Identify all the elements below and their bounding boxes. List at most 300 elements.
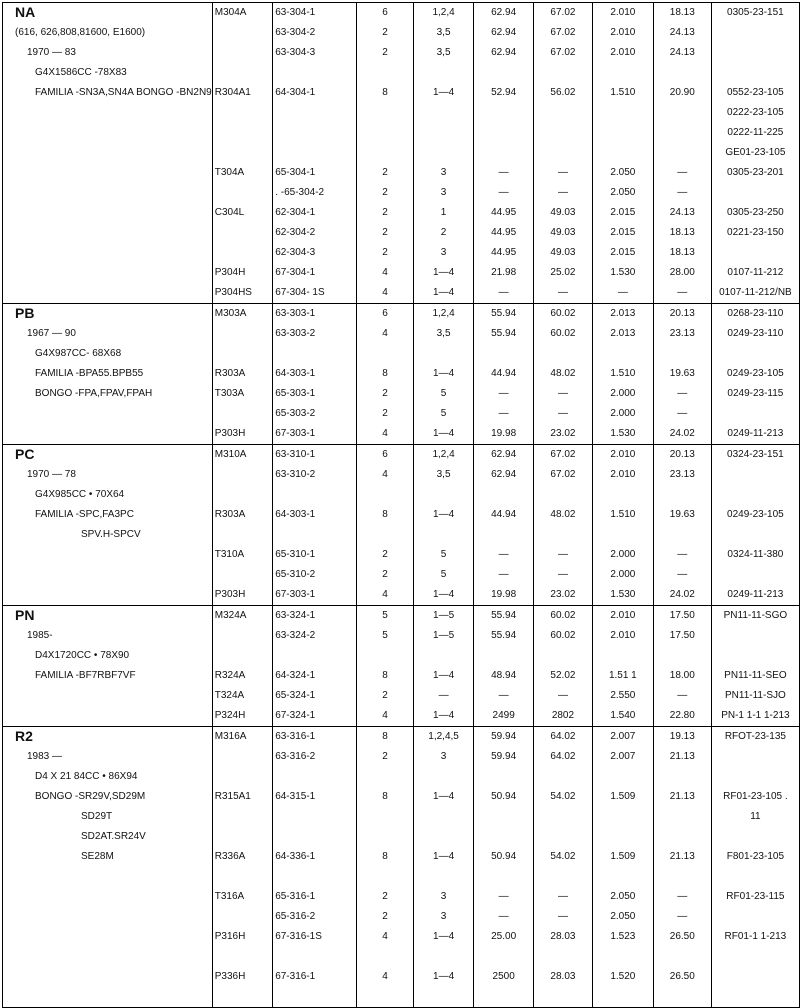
dimension-b-cell: 52.02 [534, 666, 593, 686]
dimension-b-cell: 67.02 [534, 445, 593, 466]
reference-cell: 0222-11-225 [711, 123, 799, 143]
reference-cell: 0107-11-212 [711, 263, 799, 283]
table-row [3, 123, 800, 143]
dimension-b-cell: 54.02 [534, 847, 593, 867]
table-row [3, 83, 800, 103]
dimension-b-cell: — [534, 183, 593, 203]
position-cell: 1,2,4 [413, 3, 473, 24]
quantity-cell [357, 525, 414, 545]
group-code: NA [15, 3, 36, 20]
reference-cell [711, 23, 799, 43]
reference-cell [711, 404, 799, 424]
vehicle-info-empty [3, 987, 213, 1008]
position-cell: 1—5 [413, 606, 473, 627]
thickness-cell [592, 143, 653, 163]
position-cell [413, 947, 473, 967]
width-cell: 18.13 [653, 243, 711, 263]
dimension-a-cell: 44.95 [474, 223, 534, 243]
dimension-a-cell: 62.94 [474, 43, 534, 63]
width-cell: 17.50 [653, 606, 711, 627]
position-cell [413, 867, 473, 887]
model-cell [212, 103, 272, 123]
group-code-r2 [3, 727, 213, 748]
reference-cell: 0324-11-380 [711, 545, 799, 565]
model-cell: P303H [212, 585, 272, 606]
reference-cell [711, 626, 799, 646]
dimension-a-cell: 59.94 [474, 747, 534, 767]
quantity-cell: 8 [357, 666, 414, 686]
part-number-cell: 65-303-1 [273, 384, 357, 404]
quantity-cell: 2 [357, 404, 414, 424]
dimension-a-cell: 55.94 [474, 304, 534, 325]
table-row [3, 967, 800, 987]
model-cell [212, 646, 272, 666]
reference-cell [711, 525, 799, 545]
table-row [3, 304, 800, 325]
dimension-b-cell: 25.02 [534, 263, 593, 283]
width-cell [653, 344, 711, 364]
dimension-a-cell [474, 947, 534, 967]
model-cell: R303A [212, 505, 272, 525]
vehicle-info-line [3, 666, 213, 686]
table-row [3, 364, 800, 384]
width-cell: 19.63 [653, 505, 711, 525]
quantity-cell [357, 646, 414, 666]
table-row [3, 666, 800, 686]
width-cell: 24.02 [653, 585, 711, 606]
dimension-b-cell: 67.02 [534, 23, 593, 43]
vehicle-info-empty [3, 545, 213, 565]
dimension-a-cell [474, 344, 534, 364]
thickness-cell: 2.000 [592, 565, 653, 585]
thickness-cell: 1.520 [592, 967, 653, 987]
dimension-a-cell: 44.94 [474, 505, 534, 525]
part-number-cell: 63-303-1 [273, 304, 357, 325]
quantity-cell: 2 [357, 747, 414, 767]
vehicle-info-text: FAMILIA -BF7RBF7VF [35, 670, 136, 681]
vehicle-info-empty [3, 706, 213, 727]
dimension-a-cell: 19.98 [474, 424, 534, 445]
dimension-a-cell: 2500 [474, 967, 534, 987]
table-row [3, 747, 800, 767]
table-row [3, 445, 800, 466]
position-cell [413, 807, 473, 827]
vehicle-info-line [3, 344, 213, 364]
thickness-cell [592, 485, 653, 505]
part-number-cell: 64-304-1 [273, 83, 357, 103]
model-cell: P316H [212, 927, 272, 947]
part-number-cell: 67-304- 1S [273, 283, 357, 304]
part-number-cell: 67-316-1S [273, 927, 357, 947]
model-cell [212, 404, 272, 424]
dimension-b-cell [534, 63, 593, 83]
width-cell [653, 807, 711, 827]
thickness-cell: 1.530 [592, 585, 653, 606]
dimension-a-cell [474, 987, 534, 1008]
reference-cell: 0249-23-115 [711, 384, 799, 404]
vehicle-info-empty [3, 123, 213, 143]
part-number-cell: 63-310-2 [273, 465, 357, 485]
dimension-a-cell: — [474, 163, 534, 183]
quantity-cell: 8 [357, 83, 414, 103]
position-cell: 1 [413, 203, 473, 223]
thickness-cell [592, 344, 653, 364]
vehicle-info-text: FAMILIA -SN3A,SN4A BONGO -BN2N9 [35, 87, 212, 98]
width-cell: — [653, 404, 711, 424]
reference-cell: RFOT-23-135 [711, 727, 799, 748]
quantity-cell [357, 63, 414, 83]
part-number-cell [273, 123, 357, 143]
quantity-cell [357, 867, 414, 887]
thickness-cell: 2.010 [592, 3, 653, 24]
vehicle-info-empty [3, 103, 213, 123]
reference-cell: 0324-23-151 [711, 445, 799, 466]
part-number-cell: 63-324-2 [273, 626, 357, 646]
quantity-cell [357, 767, 414, 787]
dimension-b-cell: — [534, 384, 593, 404]
reference-cell: 0249-23-110 [711, 324, 799, 344]
width-cell: — [653, 183, 711, 203]
part-number-cell [273, 827, 357, 847]
position-cell: 3 [413, 163, 473, 183]
vehicle-info-empty [3, 203, 213, 223]
dimension-b-cell [534, 344, 593, 364]
part-number-cell: 63-316-2 [273, 747, 357, 767]
quantity-cell [357, 344, 414, 364]
width-cell [653, 143, 711, 163]
thickness-cell: 2.050 [592, 887, 653, 907]
dimension-b-cell [534, 987, 593, 1008]
dimension-a-cell: 59.94 [474, 727, 534, 748]
width-cell: 26.50 [653, 927, 711, 947]
width-cell: 24.13 [653, 23, 711, 43]
position-cell: 3 [413, 747, 473, 767]
thickness-cell: 2.010 [592, 43, 653, 63]
dimension-b-cell: 23.02 [534, 585, 593, 606]
vehicle-info-line [3, 646, 213, 666]
dimension-a-cell [474, 827, 534, 847]
table-row [3, 283, 800, 304]
part-number-cell: 64-324-1 [273, 666, 357, 686]
quantity-cell: 2 [357, 565, 414, 585]
model-cell: P336H [212, 967, 272, 987]
dimension-a-cell [474, 867, 534, 887]
table-row [3, 143, 800, 163]
table-row [3, 686, 800, 706]
dimension-b-cell: 67.02 [534, 43, 593, 63]
reference-cell: 0249-11-213 [711, 424, 799, 445]
part-number-cell: 63-304-1 [273, 3, 357, 24]
table-row [3, 606, 800, 627]
reference-cell [711, 43, 799, 63]
width-cell: 17.50 [653, 626, 711, 646]
reference-cell [711, 827, 799, 847]
vehicle-info-empty [3, 263, 213, 283]
width-cell [653, 646, 711, 666]
width-cell: — [653, 384, 711, 404]
model-cell [212, 987, 272, 1008]
model-cell: T310A [212, 545, 272, 565]
vehicle-info-text: 1985- [27, 630, 53, 641]
model-cell: R315A1 [212, 787, 272, 807]
table-row [3, 545, 800, 565]
part-number-cell: 64-315-1 [273, 787, 357, 807]
dimension-b-cell: 49.03 [534, 203, 593, 223]
part-number-cell: 63-310-1 [273, 445, 357, 466]
dimension-a-cell [474, 63, 534, 83]
part-number-cell: 65-316-2 [273, 907, 357, 927]
dimension-b-cell: 48.02 [534, 364, 593, 384]
model-cell: P304HS [212, 283, 272, 304]
position-cell: 1—4 [413, 424, 473, 445]
width-cell [653, 485, 711, 505]
position-cell: 1—4 [413, 364, 473, 384]
thickness-cell: — [592, 283, 653, 304]
table-row [3, 847, 800, 867]
quantity-cell: 2 [357, 223, 414, 243]
model-cell [212, 324, 272, 344]
thickness-cell [592, 103, 653, 123]
table-row [3, 827, 800, 847]
dimension-b-cell [534, 123, 593, 143]
model-cell: M304A [212, 3, 272, 24]
reference-cell: 0305-23-201 [711, 163, 799, 183]
table-row [3, 907, 800, 927]
dimension-b-cell [534, 807, 593, 827]
table-row [3, 867, 800, 887]
width-cell: 21.13 [653, 847, 711, 867]
vehicle-info-text: D4 X 21 84CC • 86X94 [35, 771, 138, 782]
vehicle-info-line [3, 384, 213, 404]
model-cell: T304A [212, 163, 272, 183]
width-cell: 20.13 [653, 445, 711, 466]
part-number-cell: 62-304-2 [273, 223, 357, 243]
vehicle-info-line [3, 485, 213, 505]
quantity-cell: 8 [357, 847, 414, 867]
reference-cell: 0249-23-105 [711, 364, 799, 384]
vehicle-info-empty [3, 283, 213, 304]
table-row [3, 263, 800, 283]
quantity-cell: 6 [357, 445, 414, 466]
thickness-cell: 2.010 [592, 626, 653, 646]
reference-cell: PN11-11-SGO [711, 606, 799, 627]
group-code: PC [15, 445, 35, 462]
quantity-cell: 2 [357, 183, 414, 203]
thickness-cell: 2.013 [592, 324, 653, 344]
width-cell: 18.13 [653, 3, 711, 24]
width-cell: — [653, 545, 711, 565]
dimension-b-cell: 56.02 [534, 83, 593, 103]
dimension-b-cell [534, 646, 593, 666]
part-number-cell: . -65-304-2 [273, 183, 357, 203]
vehicle-info-text: SD29T [81, 811, 113, 822]
part-number-cell: 65-324-1 [273, 686, 357, 706]
dimension-b-cell: 54.02 [534, 787, 593, 807]
thickness-cell [592, 123, 653, 143]
group-code-na [3, 3, 213, 24]
width-cell: 20.90 [653, 83, 711, 103]
model-cell [212, 63, 272, 83]
table-row [3, 344, 800, 364]
position-cell: 1—4 [413, 263, 473, 283]
position-cell [413, 987, 473, 1008]
width-cell: — [653, 565, 711, 585]
part-number-cell [273, 867, 357, 887]
dimension-a-cell: 52.94 [474, 83, 534, 103]
dimension-a-cell: — [474, 545, 534, 565]
vehicle-info-line [3, 767, 213, 787]
reference-cell: 0305-23-151 [711, 3, 799, 24]
model-cell: P324H [212, 706, 272, 727]
quantity-cell [357, 143, 414, 163]
position-cell: 1—4 [413, 505, 473, 525]
thickness-cell: 2.010 [592, 465, 653, 485]
dimension-b-cell: 28.03 [534, 927, 593, 947]
part-number-cell [273, 807, 357, 827]
width-cell: 24.13 [653, 203, 711, 223]
part-number-cell: 67-324-1 [273, 706, 357, 727]
part-number-cell: 65-310-2 [273, 565, 357, 585]
dimension-b-cell: — [534, 404, 593, 424]
position-cell: 1—4 [413, 967, 473, 987]
position-cell: 1,2,4 [413, 445, 473, 466]
quantity-cell: 4 [357, 967, 414, 987]
model-cell [212, 43, 272, 63]
dimension-a-cell: 44.94 [474, 364, 534, 384]
reference-cell [711, 867, 799, 887]
thickness-cell: 2.000 [592, 404, 653, 424]
table-row [3, 3, 800, 24]
dimension-b-cell: 2802 [534, 706, 593, 727]
model-cell [212, 23, 272, 43]
table-row [3, 787, 800, 807]
reference-cell: 11 [711, 807, 799, 827]
reference-cell [711, 344, 799, 364]
vehicle-info-empty [3, 424, 213, 445]
part-number-cell: 65-303-2 [273, 404, 357, 424]
thickness-cell: 2.015 [592, 223, 653, 243]
width-cell: 22.80 [653, 706, 711, 727]
quantity-cell [357, 123, 414, 143]
dimension-b-cell: 60.02 [534, 324, 593, 344]
part-number-cell: 65-316-1 [273, 887, 357, 907]
model-cell [212, 243, 272, 263]
model-cell: T324A [212, 686, 272, 706]
quantity-cell: 4 [357, 465, 414, 485]
position-cell: 1—4 [413, 787, 473, 807]
reference-cell [711, 987, 799, 1008]
position-cell [413, 123, 473, 143]
dimension-a-cell: 62.94 [474, 23, 534, 43]
width-cell: 18.13 [653, 223, 711, 243]
table-row [3, 243, 800, 263]
reference-cell [711, 907, 799, 927]
quantity-cell: 4 [357, 927, 414, 947]
width-cell [653, 767, 711, 787]
part-number-cell [273, 485, 357, 505]
model-cell: C304L [212, 203, 272, 223]
width-cell: — [653, 283, 711, 304]
reference-cell [711, 967, 799, 987]
position-cell: 1—4 [413, 847, 473, 867]
dimension-b-cell [534, 947, 593, 967]
position-cell [413, 63, 473, 83]
position-cell [413, 485, 473, 505]
model-cell [212, 183, 272, 203]
vehicle-info-empty [3, 927, 213, 947]
vehicle-info-empty [3, 565, 213, 585]
width-cell: 18.00 [653, 666, 711, 686]
part-number-cell [273, 63, 357, 83]
dimension-a-cell: 55.94 [474, 606, 534, 627]
model-cell: R324A [212, 666, 272, 686]
dimension-b-cell [534, 767, 593, 787]
table-row [3, 767, 800, 787]
position-cell: 1—4 [413, 585, 473, 606]
vehicle-info-text: 1970 — 83 [27, 47, 76, 58]
vehicle-info-empty [3, 183, 213, 203]
width-cell [653, 987, 711, 1008]
width-cell: 26.50 [653, 967, 711, 987]
table-row [3, 927, 800, 947]
reference-cell: 0249-11-213 [711, 585, 799, 606]
thickness-cell: 2.007 [592, 747, 653, 767]
model-cell [212, 344, 272, 364]
dimension-b-cell: 60.02 [534, 606, 593, 627]
vehicle-info-empty [3, 404, 213, 424]
vehicle-info-empty [3, 686, 213, 706]
part-number-cell: 67-316-1 [273, 967, 357, 987]
dimension-a-cell: 21.98 [474, 263, 534, 283]
dimension-b-cell: — [534, 686, 593, 706]
position-cell [413, 827, 473, 847]
dimension-b-cell: 49.03 [534, 243, 593, 263]
table-row [3, 384, 800, 404]
table-row [3, 485, 800, 505]
quantity-cell: 2 [357, 163, 414, 183]
part-number-cell [273, 767, 357, 787]
position-cell [413, 646, 473, 666]
reference-cell: 0552-23-105 [711, 83, 799, 103]
quantity-cell: 4 [357, 424, 414, 445]
vehicle-info-text: SPV.H-SPCV [81, 529, 141, 540]
dimension-a-cell [474, 525, 534, 545]
dimension-b-cell: — [534, 887, 593, 907]
width-cell: 23.13 [653, 465, 711, 485]
vehicle-info-empty [3, 223, 213, 243]
thickness-cell: 2.050 [592, 907, 653, 927]
thickness-cell [592, 767, 653, 787]
model-cell: R336A [212, 847, 272, 867]
dimension-a-cell: 50.94 [474, 787, 534, 807]
dimension-b-cell [534, 143, 593, 163]
model-cell: R304A1 [212, 83, 272, 103]
thickness-cell [592, 807, 653, 827]
thickness-cell: 1.51 1 [592, 666, 653, 686]
table-row [3, 203, 800, 223]
thickness-cell [592, 646, 653, 666]
quantity-cell: 2 [357, 203, 414, 223]
reference-cell: GE01-23-105 [711, 143, 799, 163]
width-cell [653, 103, 711, 123]
part-number-cell: 65-304-1 [273, 163, 357, 183]
table-row [3, 727, 800, 748]
reference-cell: F801-23-105 [711, 847, 799, 867]
vehicle-info-text: (616, 626,808,81600, E1600) [15, 27, 146, 38]
vehicle-info-text: G4X985CC • 70X64 [35, 489, 125, 500]
quantity-cell: 8 [357, 727, 414, 748]
dimension-b-cell [534, 867, 593, 887]
